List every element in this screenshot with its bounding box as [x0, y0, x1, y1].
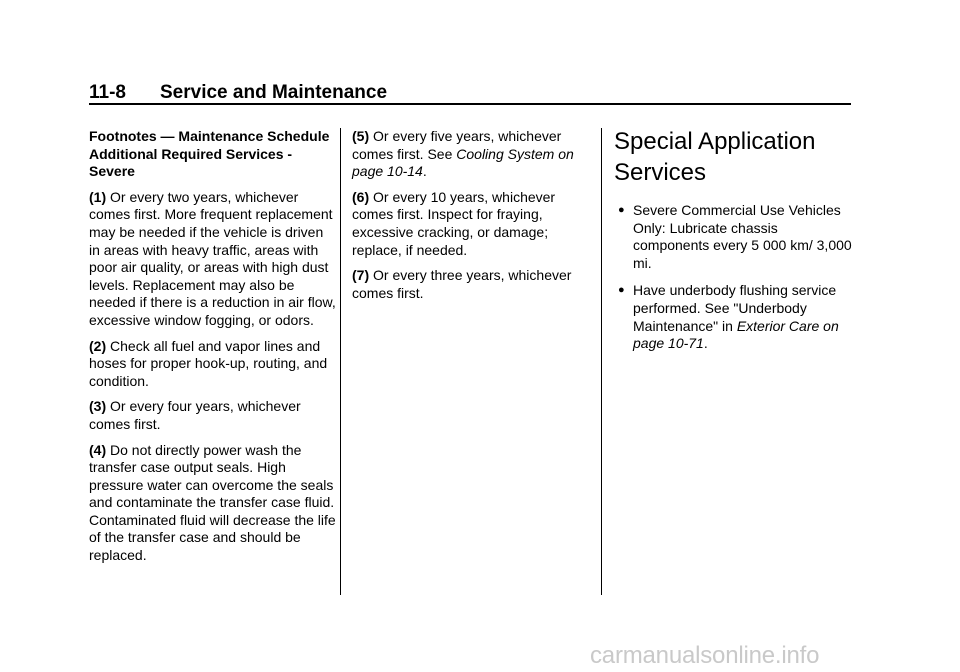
column-3 — [614, 128, 856, 363]
footnote-number: (2) — [89, 337, 107, 354]
column-1 — [89, 128, 337, 573]
footnote-1 — [89, 189, 337, 330]
footnote-number: (1) — [89, 188, 107, 205]
bullet-icon: ● — [618, 284, 625, 297]
footnote-text: Or every three years, whichever comes first. — [352, 267, 572, 301]
header-rule — [89, 103, 851, 105]
column-2 — [352, 128, 592, 310]
footnote-number: (7) — [352, 267, 370, 284]
footnotes-title: Footnotes — Maintenance Schedule Additional Required Services - Severe — [89, 128, 330, 180]
bullet-text: Severe Commercial Use Vehicles Only: Lubricate chassis components every 5 000 km/ 3,000 mi. — [633, 202, 852, 271]
bullet-icon: ● — [618, 204, 625, 216]
footnote-4 — [89, 442, 337, 565]
footnote-7 — [352, 267, 592, 302]
bullet-text: Have underbody flushing service performed. See "Underbody Maintenance" in — [633, 282, 837, 334]
footnote-text: Or every two years, whichever comes first. More frequent replacement may be needed if the vehicle is driven in areas with heavy traffic, areas with poor air quality, or areas with high dust levels. Replacement may also be needed if there is a reduction in air flow, excessive window fogging, or odors. — [89, 188, 336, 328]
watermark: carmanualsonline.info — [590, 642, 820, 669]
footnote-6 — [352, 189, 592, 259]
page-number: 11-8 — [89, 82, 126, 103]
footnote-number: (4) — [89, 441, 107, 458]
column-divider-1 — [340, 128, 341, 595]
cross-reference-link[interactable]: Cooling System on page 10-14 — [352, 145, 574, 180]
footnote-text: Or every four years, whichever comes first. — [89, 398, 301, 432]
page-header — [89, 82, 387, 104]
bullet-item — [614, 202, 856, 272]
section-heading: Special Application Services — [614, 128, 816, 186]
column-divider-2 — [601, 128, 602, 595]
footnote-period: . — [422, 163, 427, 180]
footnote-text: Do not directly power wash the transfer case output seals. High pressure water can overcome the seals and contaminate the transfer case fluid. Contaminated fluid will decrease the life of the transfer case and should be replaced. — [89, 441, 336, 564]
footnote-number: (6) — [352, 188, 370, 205]
footnote-number: (5) — [352, 128, 370, 144]
footnote-text: Or every five years, whichever comes first. See — [352, 128, 562, 162]
bullet-period: . — [703, 335, 708, 352]
footnote-2 — [89, 338, 337, 391]
footnote-3 — [89, 398, 337, 433]
section-title: Service and Maintenance — [160, 82, 388, 103]
footnote-text: Check all fuel and vapor lines and hoses for proper hook-up, routing, and condition. — [89, 337, 328, 389]
footnote-number: (3) — [89, 398, 107, 415]
footnote-5 — [352, 128, 592, 181]
footnote-text: Or every 10 years, whichever comes first. Inspect for fraying, excessive cracking, or damage; replace, if needed. — [352, 188, 556, 258]
cross-reference-link[interactable]: Exterior Care on page 10-71 — [633, 317, 839, 352]
bullet-item — [614, 282, 856, 352]
